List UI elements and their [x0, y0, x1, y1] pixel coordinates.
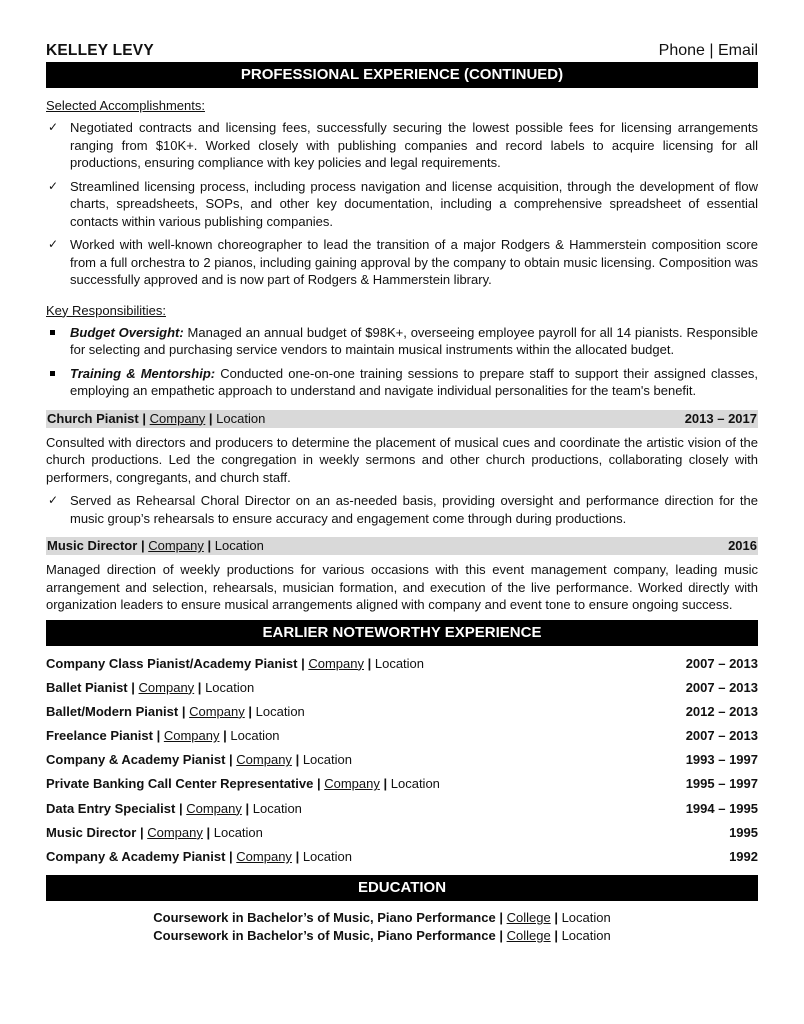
earlier-experience-row	[46, 772, 758, 796]
role-header-church-pianist	[46, 410, 758, 428]
pipe-separator: |	[207, 538, 212, 553]
accomplishment-item: ✓ Negotiated contracts and licensing fees, successfully securing the lowest possible fees for licensing arrangements ranging from $10K+. Worked closely with publishing companies and record labels to acquire licensing for all productions, ensuring compliance with key policies and legal requirements.	[46, 119, 758, 172]
role-title: Ballet/Modern Pianist	[46, 703, 179, 719]
role-location: Location	[205, 679, 255, 695]
pipe-separator: |	[301, 655, 305, 671]
pipe-separator: |	[208, 410, 213, 426]
pipe-separator: |	[229, 849, 233, 864]
role-dates: 2007 – 2013	[685, 728, 758, 744]
role-dates: 2007 – 2013	[685, 655, 758, 671]
role-title: Data Entry Specialist	[46, 800, 176, 816]
section-header-education: EDUCATION	[46, 875, 758, 901]
pipe-separator: |	[197, 679, 202, 695]
role-location: Location	[213, 824, 263, 840]
earlier-experience-row	[46, 748, 758, 772]
school-name: College	[506, 928, 551, 944]
candidate-name: KELLEY LEVY	[46, 42, 154, 59]
responsibility-item	[46, 365, 758, 400]
role-location: Location	[230, 728, 280, 744]
role-bullet-item: ✓ Served as Rehearsal Choral Director on an as-needed basis, providing oversight and performance direction for the music group’s rehearsals to ensure accuracy and engagement come through during productions.	[46, 492, 758, 527]
responsibility-text: Conducted one-on-one training sessions to prepare staff to support their assigned classes, employing an empathetic approach to understand and navigate individual personalities for the team's benefit.	[70, 365, 758, 398]
earlier-role	[46, 772, 440, 796]
company-name: Company	[236, 752, 292, 768]
role-location: Location	[216, 410, 266, 426]
pipe-separator: |	[499, 910, 503, 926]
role-title: Church Pianist	[47, 410, 139, 426]
earlier-role	[46, 845, 352, 869]
earlier-experience-row	[46, 676, 758, 700]
company-name: Company	[147, 824, 203, 840]
earlier-role	[46, 797, 302, 821]
role-dates: 1995 – 1997	[685, 776, 758, 792]
earlier-experience-row	[46, 845, 758, 869]
earlier-role	[46, 748, 352, 772]
pipe-separator: |	[383, 776, 388, 792]
responsibility-title: Training & Mentorship:	[70, 365, 216, 381]
pipe-separator: |	[367, 655, 372, 671]
earlier-role	[46, 676, 254, 700]
role-dates: 2007 – 2013	[685, 679, 758, 695]
role-description: Managed direction of weekly productions for various occasions with this event management company, leading music arrangement and selection, rehearsals, musician formation, and execution of the live performance. Worked directly with organization leaders to ensure musical arrangements aligned with company and event tone to ensure ongoing success.	[46, 562, 758, 612]
role-title: Private Banking Call Center Representative	[46, 776, 314, 792]
role-title: Music Director	[47, 538, 138, 553]
pipe-separator: |	[181, 703, 186, 719]
earlier-experience-row	[46, 797, 758, 821]
role-dates: 1992	[729, 849, 758, 864]
company-name: Company	[149, 410, 206, 426]
pipe-separator: |	[316, 776, 321, 792]
role-location: Location	[302, 849, 352, 864]
company-name: Company	[308, 655, 364, 671]
earlier-role	[46, 821, 263, 845]
role-dates: 2012 – 2013	[685, 703, 758, 719]
education-location: Location	[561, 928, 611, 944]
role-dates: 1995	[729, 824, 758, 840]
role-dates: 2016	[728, 538, 757, 553]
resume-page	[46, 36, 758, 945]
company-name: Company	[324, 776, 380, 792]
role-description: Consulted with directors and producers to determine the placement of musical cues and coordinate the artistic vision of the church productions. Led the congregation in weekly sermons and other church productions, collaborating closely with performers, congregants, and church staff.	[46, 434, 758, 485]
accomplishments-label: Selected Accomplishments:	[46, 98, 205, 113]
earlier-experience-row	[46, 700, 758, 724]
earlier-role	[46, 724, 280, 748]
pipe-separator: |	[248, 703, 252, 719]
pipe-separator: |	[554, 910, 558, 926]
section-header-professional-experience: PROFESSIONAL EXPERIENCE (CONTINUED)	[46, 62, 758, 88]
role-location: Location	[214, 538, 264, 553]
pipe-separator: |	[499, 928, 503, 944]
pipe-separator: |	[156, 728, 161, 744]
role-location: Location	[255, 703, 305, 719]
pipe-separator: |	[229, 752, 233, 768]
pipe-separator: |	[554, 928, 558, 944]
section-header-earlier-experience: EARLIER NOTEWORTHY EXPERIENCE	[46, 620, 758, 646]
pipe-separator: |	[178, 800, 183, 816]
header	[46, 36, 758, 60]
role-heading	[47, 410, 265, 428]
role-title: Company Class Pianist/Academy Pianist	[46, 655, 298, 671]
company-name: Company	[148, 538, 204, 553]
education-row	[6, 927, 758, 945]
earlier-role	[46, 700, 305, 724]
role-bullets	[46, 492, 758, 527]
pipe-separator: |	[142, 410, 147, 426]
responsibility-title: Budget Oversight:	[70, 324, 184, 340]
company-name: Company	[138, 679, 195, 695]
role-location: Location	[390, 776, 440, 792]
responsibilities-label: Key Responsibilities:	[46, 302, 166, 318]
role-heading	[47, 537, 264, 555]
role-title: Freelance Pianist	[46, 728, 153, 744]
responsibilities-list	[46, 324, 758, 400]
earlier-experience-row	[46, 821, 758, 845]
pipe-separator: |	[245, 800, 250, 816]
responsibility-item	[46, 324, 758, 359]
role-dates: 2013 – 2017	[684, 410, 757, 426]
earlier-role	[46, 652, 424, 676]
pipe-separator: |	[131, 679, 135, 695]
company-name: Company	[186, 800, 242, 816]
school-name: College	[506, 910, 551, 926]
role-location: Location	[252, 800, 302, 816]
pipe-separator: |	[139, 824, 144, 840]
education-row	[6, 909, 758, 927]
pipe-separator: |	[223, 728, 227, 744]
company-name: Company	[163, 728, 220, 744]
role-title: Ballet Pianist	[46, 679, 128, 695]
role-header-music-director	[46, 537, 758, 555]
degree: Coursework in Bachelor’s of Music, Piano Performance	[153, 910, 496, 926]
contact-info: Phone | Email	[658, 42, 758, 59]
pipe-separator: |	[206, 824, 211, 840]
education-list	[46, 909, 758, 945]
pipe-separator: |	[140, 538, 145, 553]
role-dates: 1993 – 1997	[685, 752, 758, 768]
accomplishment-item: ✓ Streamlined licensing process, including process navigation and license acquisition, through the development of flow charts, spreadsheets, SOPs, and other key documentation, including a comprehensive spreadsheet of essential contacts within various publishing companies.	[46, 178, 758, 231]
accomplishments-list	[46, 119, 758, 289]
education-location: Location	[561, 910, 611, 926]
role-location: Location	[374, 655, 425, 671]
accomplishment-item: ✓ Worked with well-known choreographer to lead the transition of a major Rodgers & Hammerstein composition score from a full orchestra to 2 pianos, including gaining approval by the company to obtain music licensing. Composition was successfully approved and is now part of Rodgers & Hammerstein library.	[46, 236, 758, 289]
company-name: Company	[236, 849, 292, 864]
responsibility-text: Managed an annual budget of $98K+, overseeing employee payroll for all 14 pianists. Responsible for selecting and purchasing service vendors to maintain musical instruments within the allocated budget.	[70, 324, 758, 357]
company-name: Company	[189, 703, 245, 719]
role-title: Company & Academy Pianist	[46, 849, 226, 864]
earlier-experience-list	[46, 652, 758, 870]
earlier-experience-row	[46, 724, 758, 748]
earlier-experience-row	[46, 652, 758, 676]
pipe-separator: |	[295, 752, 300, 768]
role-title: Company & Academy Pianist	[46, 752, 226, 768]
degree: Coursework in Bachelor’s of Music, Piano Performance	[153, 928, 496, 944]
pipe-separator: |	[295, 849, 300, 864]
role-location: Location	[302, 752, 352, 768]
role-title: Music Director	[46, 824, 137, 840]
role-dates: 1994 – 1995	[685, 800, 758, 816]
